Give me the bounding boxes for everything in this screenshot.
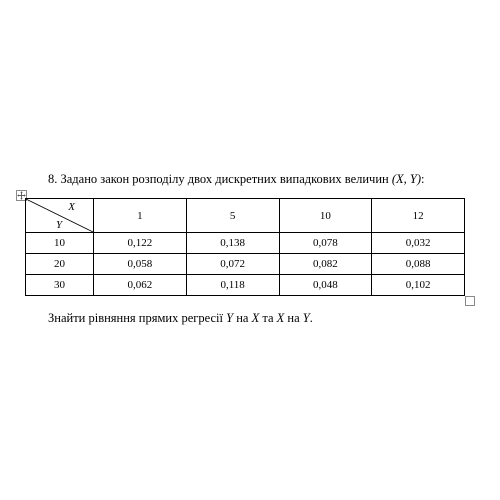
probability-cell: 0,102 — [372, 275, 465, 296]
corner-x-label: X — [68, 201, 75, 213]
table-row — [26, 275, 465, 296]
task-text: . — [309, 311, 313, 325]
probability-cell: 0,088 — [372, 254, 465, 275]
problem-vars: (X, Y) — [391, 172, 422, 186]
probability-cell: 0,122 — [94, 233, 187, 254]
task-var: X — [251, 311, 260, 325]
x-value-cell: 1 — [94, 199, 187, 233]
probability-cell: 0,138 — [186, 233, 279, 254]
probability-cell: 0,118 — [186, 275, 279, 296]
distribution-table — [25, 198, 465, 296]
problem-text: 8. Задано закон розподілу двох дискретних випадкових величин — [48, 172, 392, 186]
task-var: Y — [302, 311, 310, 325]
task-var: X — [276, 311, 285, 325]
x-value-cell: 5 — [186, 199, 279, 233]
table-row — [26, 233, 465, 254]
y-value-cell: 10 — [26, 233, 94, 254]
probability-cell: 0,032 — [372, 233, 465, 254]
x-value-cell: 10 — [279, 199, 372, 233]
y-value-cell: 30 — [26, 275, 94, 296]
corner-y-label: Y — [56, 219, 63, 231]
probability-cell: 0,082 — [279, 254, 372, 275]
task-statement — [48, 311, 313, 326]
probability-cell: 0,048 — [279, 275, 372, 296]
x-value-cell: 12 — [372, 199, 465, 233]
probability-cell: 0,058 — [94, 254, 187, 275]
resize-square-icon[interactable] — [465, 296, 475, 306]
probability-cell: 0,072 — [186, 254, 279, 275]
probability-cell: 0,062 — [94, 275, 187, 296]
task-text: на — [284, 311, 303, 325]
problem-statement — [48, 172, 425, 187]
y-value-cell: 20 — [26, 254, 94, 275]
problem-colon: : — [421, 172, 425, 186]
table-row — [26, 254, 465, 275]
table-header-row — [26, 199, 465, 233]
task-text: на — [233, 311, 252, 325]
task-text: Знайти рівняння прямих регресії — [48, 311, 227, 325]
corner-cell — [26, 199, 94, 233]
probability-cell: 0,078 — [279, 233, 372, 254]
task-var: Y — [226, 311, 234, 325]
task-text: та — [259, 311, 277, 325]
